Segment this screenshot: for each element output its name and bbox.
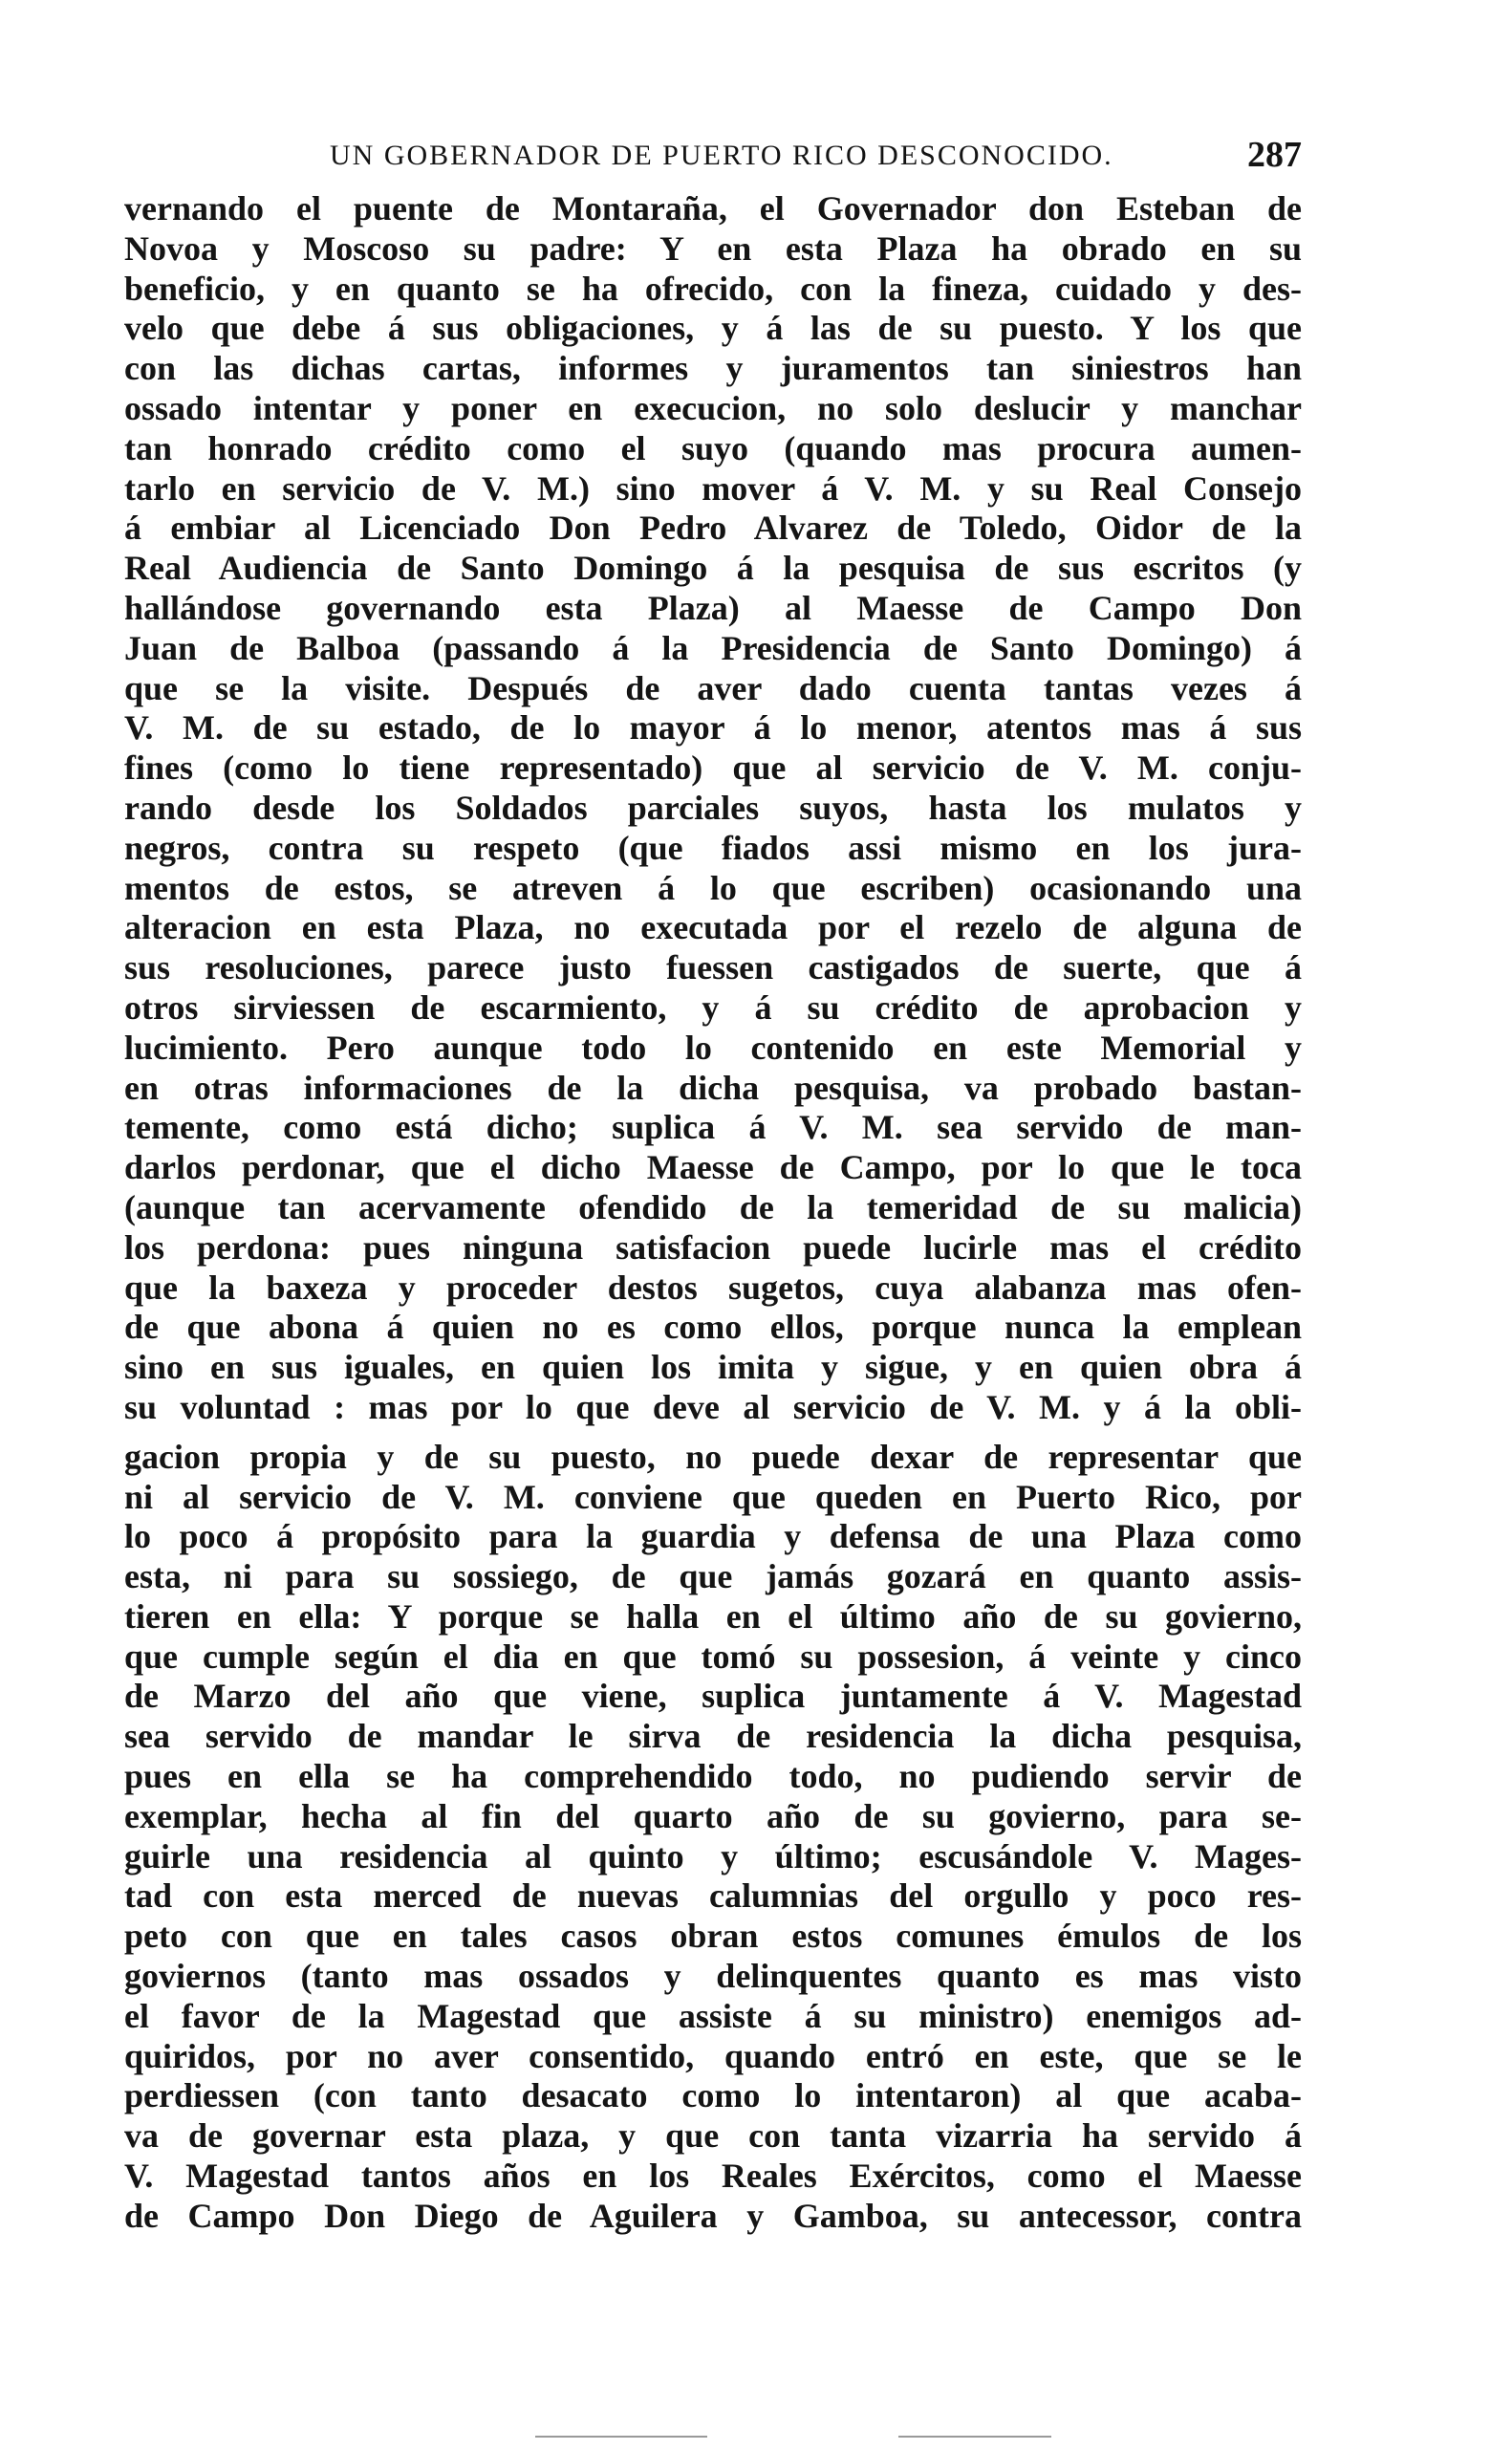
text-line: rando desde los Soldados parciales suyos, hasta los mulatos y: [124, 788, 1302, 827]
text-line: V. M. de su estado, de lo mayor á lo menor, atentos mas á sus: [124, 708, 1302, 748]
page-number: 287: [1247, 135, 1302, 175]
text-line: hallándose governando esta Plaza) al Maesse de Campo Don: [124, 588, 1302, 627]
text-line: V. Magestad tantos años en los Reales Exércitos, como el Maesse: [124, 2157, 1302, 2196]
text-line: que cumple según el dia en que tomó su possesion, á veinte y cinco: [124, 1637, 1302, 1676]
text-line: exemplar, hecha al fin del quarto año de su govierno, para se-: [124, 1796, 1302, 1835]
page-header: [124, 134, 1302, 182]
text-line: peto con que en tales casos obran estos comunes émulos de los: [124, 1917, 1302, 1956]
text-line: el favor de la Magestad que assiste á su ministro) enemigos ad-: [124, 1996, 1302, 2035]
scan-edge-mark: [898, 2436, 1051, 2438]
text-line: Juan de Balboa (passando á la Presidencia de Santo Domingo) á: [124, 628, 1302, 667]
text-line: de Campo Don Diego de Aguilera y Gamboa, su antecessor, contra: [124, 2196, 1302, 2235]
text-line: Real Audiencia de Santo Domingo á la pesquisa de sus escritos (y: [124, 549, 1302, 588]
running-head: UN GOBERNADOR DE PUERTO RICO DESCONOCIDO.: [330, 140, 1113, 171]
text-line: perdiessen (con tanto desacato como lo intentaron) al que acaba-: [124, 2076, 1302, 2115]
text-line: mentos de estos, se atreven á lo que escriben) ocasionando una: [124, 868, 1302, 907]
text-line: fines (como lo tiene representado) que al servicio de V. M. conju-: [124, 748, 1302, 788]
text-line: tieren en ella: Y porque se halla en el último año de su govierno,: [124, 1596, 1302, 1636]
text-line: velo que debe á sus obligaciones, y á las de su puesto. Y los que: [124, 309, 1302, 348]
text-line: otros sirviessen de escarmiento, y á su crédito de aprobacion y: [124, 987, 1302, 1027]
text-line: tarlo en servicio de V. M.) sino mover á V. M. y su Real Consejo: [124, 468, 1302, 508]
text-line: á embiar al Licenciado Don Pedro Alvarez de Toledo, Oidor de la: [124, 509, 1302, 548]
text-line: vernando el puente de Montaraña, el Governador don Esteban de: [124, 189, 1302, 228]
text-line: lo poco á propósito para la guardia y defensa de una Plaza como: [124, 1517, 1302, 1556]
text-line: darlos perdonar, que el dicho Maesse de Campo, por lo que le toca: [124, 1148, 1302, 1187]
body-text: [124, 189, 1302, 2237]
text-line: lucimiento. Pero aunque todo lo contenido en este Memorial y: [124, 1028, 1302, 1067]
text-line: guirle una residencia al quinto y último; escusándole V. Mages-: [124, 1836, 1302, 1875]
text-line: goviernos (tanto mas ossados y delinquentes quanto es mas visto: [124, 1957, 1302, 1996]
text-line: gacion propia y de su puesto, no puede dexar de representar que: [124, 1437, 1302, 1476]
text-line: temente, como está dicho; suplica á V. M. sea servido de man-: [124, 1108, 1302, 1147]
text-line: Novoa y Moscoso su padre: Y en esta Plaza ha obrado en su: [124, 228, 1302, 268]
scan-edge-mark: [535, 2436, 707, 2438]
text-line: tad con esta merced de nuevas calumnias del orgullo y poco res-: [124, 1876, 1302, 1916]
text-line: con las dichas cartas, informes y juramentos tan siniestros han: [124, 349, 1302, 388]
text-line: (aunque tan acervamente ofendido de la temeridad de su malicia): [124, 1187, 1302, 1226]
text-line: de Marzo del año que viene, suplica juntamente á V. Magestad: [124, 1677, 1302, 1716]
text-line: ossado intentar y poner en execucion, no solo deslucir y manchar: [124, 388, 1302, 427]
text-line: en otras informaciones de la dicha pesquisa, va probado bastan-: [124, 1068, 1302, 1107]
text-line: quiridos, por no aver consentido, quando entró en este, que se le: [124, 2036, 1302, 2075]
text-line: su voluntad : mas por lo que deve al servicio de V. M. y á la obli-: [124, 1387, 1302, 1426]
text-line: pues en ella se ha comprehendido todo, no pudiendo servir de: [124, 1757, 1302, 1796]
text-line: sea servido de mandar le sirva de residencia la dicha pesquisa,: [124, 1717, 1302, 1756]
text-line: los perdona: pues ninguna satisfacion puede lucirle mas el crédito: [124, 1227, 1302, 1267]
text-line: de que abona á quien no es como ellos, porque nunca la emplean: [124, 1308, 1302, 1347]
text-line: que la baxeza y proceder destos sugetos, cuya alabanza mas ofen-: [124, 1268, 1302, 1307]
text-line: sus resoluciones, parece justo fuessen castigados de suerte, que á: [124, 948, 1302, 987]
text-line: esta, ni para su sossiego, de que jamás gozará en quanto assis-: [124, 1557, 1302, 1596]
text-line: alteracion en esta Plaza, no executada por el rezelo de alguna de: [124, 908, 1302, 947]
text-line: tan honrado crédito como el suyo (quando mas procura aumen-: [124, 428, 1302, 467]
text-line: sino en sus iguales, en quien los imita y sigue, y en quien obra á: [124, 1348, 1302, 1387]
text-line: beneficio, y en quanto se ha ofrecido, con la fineza, cuidado y des-: [124, 269, 1302, 308]
text-line: que se la visite. Después de aver dado cuenta tantas vezes á: [124, 668, 1302, 707]
text-line: va de governar esta plaza, y que con tanta vizarria ha servido á: [124, 2116, 1302, 2156]
text-line: ni al servicio de V. M. conviene que queden en Puerto Rico, por: [124, 1477, 1302, 1516]
text-line: negros, contra su respeto (que fiados assi mismo en los jura-: [124, 828, 1302, 867]
